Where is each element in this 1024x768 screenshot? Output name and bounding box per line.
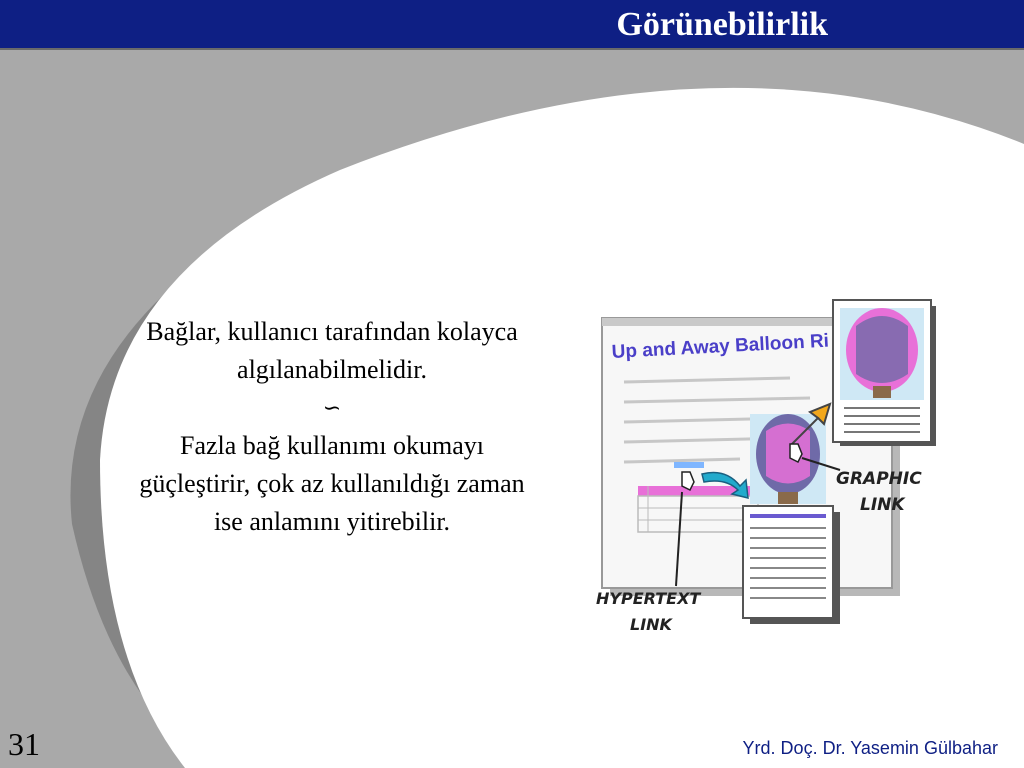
graphic-link-label-line1: GRAPHIC bbox=[836, 469, 922, 489]
graphic-link-label-line2: LINK bbox=[860, 495, 905, 515]
linked-document-card bbox=[743, 506, 840, 624]
hypertext-link-label-line1: HYPERTEXT bbox=[596, 589, 701, 608]
slide-body bbox=[128, 313, 536, 541]
separator-symbol: ∽ bbox=[322, 395, 342, 420]
bullet-text-2: Fazla bağ kullanımı okumayı güçleştirir, çok az kullanıldığı zaman ise anlamını yitirebilir. bbox=[139, 431, 525, 536]
footer-author: Yrd. Doç. Dr. Yasemin Gülbahar bbox=[742, 738, 998, 758]
slide-number: 31 bbox=[8, 726, 40, 762]
page-heading: Up and Away Balloon Ri bbox=[611, 330, 830, 363]
hypertext-link-label-line2: LINK bbox=[630, 615, 672, 634]
balloon-graphic bbox=[750, 414, 826, 504]
hyperlink-illustration bbox=[590, 296, 960, 644]
graphic-link-card bbox=[833, 300, 936, 446]
slide-title: Görünebilirlik bbox=[616, 6, 828, 43]
bullet-text-1: Bağlar, kullanıcı tarafından kolayca algılanabilmelidir. bbox=[146, 317, 518, 384]
title-bar bbox=[0, 0, 1024, 50]
